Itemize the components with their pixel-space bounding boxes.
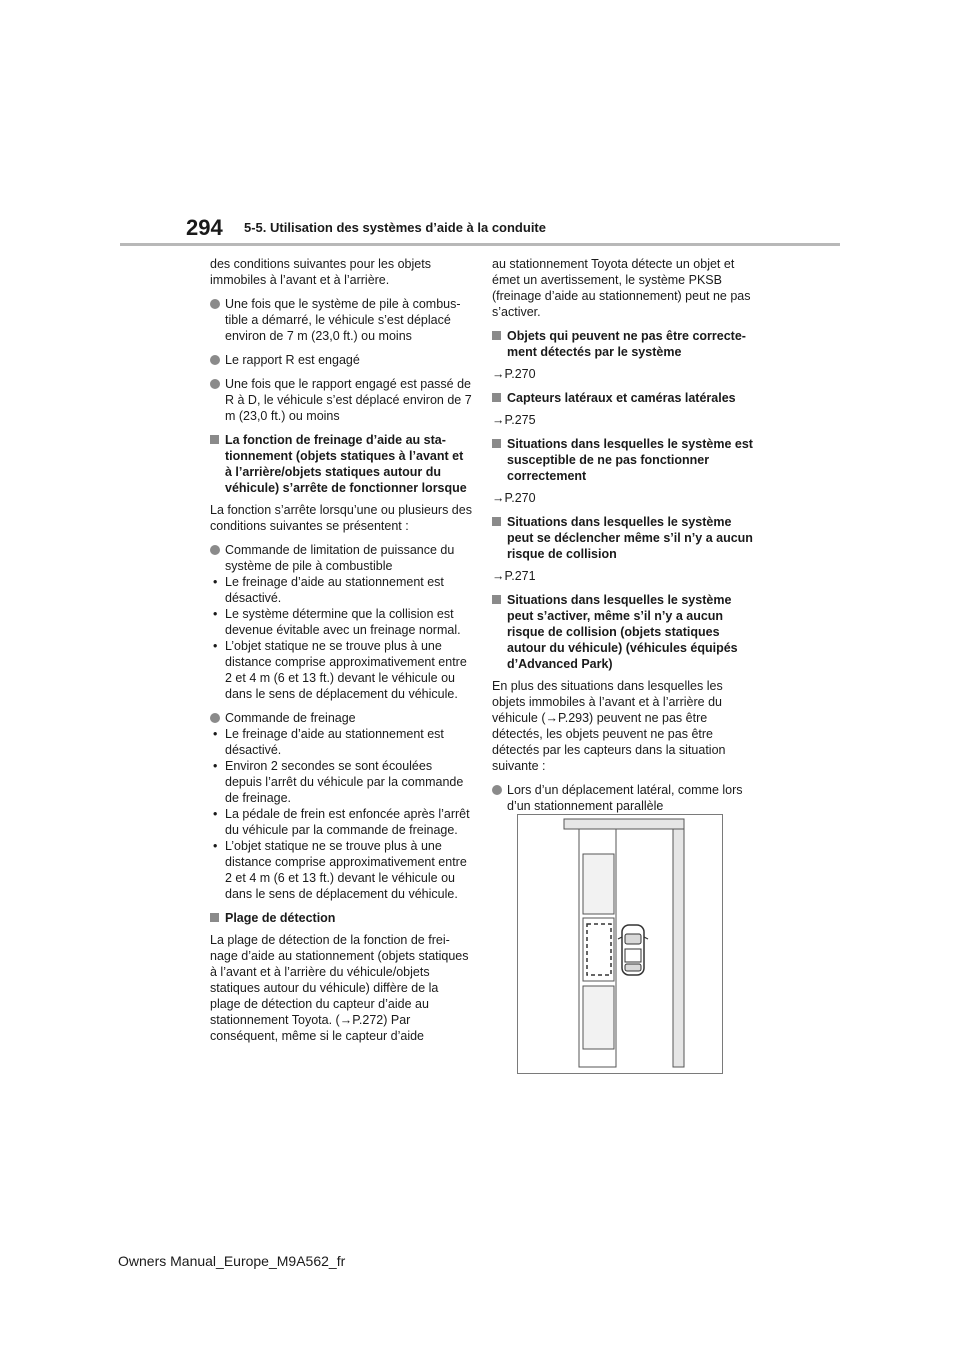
footer-text: Owners Manual_Europe_M9A562_fr — [118, 1253, 346, 1269]
bullet-item: Une fois que le système de pile à combustible a démarré, le véhicule s’est déplacé environ de 7 m (23,0 ft.) ou moins — [210, 296, 472, 344]
paragraph: En plus des situations dans lesquelles les objets immobiles à l’avant et à l’arrière du véhicule (→P.293) peuvent ne pas être détectés, les objets peuvent ne pas être détectés par les capteurs dans la situation suivante : — [492, 679, 726, 773]
bullet-item: Commande de freinage — [210, 710, 472, 726]
paragraph: La plage de détection de la fonction de freinage d’aide au stationnement (objets statiques à l’avant et à l’arrière du véhicule/objets statiques autour du véhicule) diffère de la plage de détection du capteur d’aide au stationnement Toyota. (→P.272) Par conséquent, même si le capteur d’aide — [210, 933, 469, 1043]
parking-diagram — [518, 815, 722, 1073]
page-reference: →P.270 — [492, 491, 536, 505]
parked-slot — [583, 854, 614, 914]
section-title: 5-5. Utilisation des systèmes d’aide à la conduite — [244, 220, 546, 235]
sub-item: • Le freinage d’aide au stationnement est désactivé. — [210, 726, 472, 758]
section-heading: Objets qui peuvent ne pas être correctement détectés par le système — [492, 328, 754, 360]
paragraph: La fonction s’arrête lorsqu’une ou plusieurs des conditions suivantes se présentent : — [210, 503, 472, 533]
section-heading: Situations dans lesquelles le système est susceptible de ne pas fonctionner correctement — [492, 436, 754, 484]
section-heading: Situations dans lesquelles le système peut se déclencher même s’il n’y a aucun risque de collision — [492, 514, 754, 562]
wall-right — [673, 829, 684, 1067]
parked-slot — [583, 986, 614, 1049]
page-reference: →P.275 — [492, 413, 536, 427]
page-number: 294 — [186, 215, 223, 240]
sub-item: • Le système détermine que la collision est devenue évitable avec un freinage normal. — [210, 606, 472, 638]
sub-item: • L’objet statique ne se trouve plus à une distance comprise approximativement entre 2 et 4 m (6 et 13 ft.) devant le véhicule ou dans le sens de déplacement du véhicule. — [210, 638, 472, 702]
condition-group — [210, 542, 472, 702]
sub-item: • Environ 2 secondes se sont écoulées depuis l’arrêt du véhicule par la commande de freinage. — [210, 758, 472, 806]
header-rule — [120, 243, 840, 246]
condition-group — [210, 710, 472, 902]
wall-top — [564, 819, 684, 829]
section-heading: Plage de détection — [210, 910, 472, 926]
sub-item: • La pédale de frein est enfoncée après l’arrêt du véhicule par la commande de freinage. — [210, 806, 472, 838]
left-column — [210, 256, 472, 1052]
bullet-item: Le rapport R est engagé — [210, 352, 472, 368]
bullet-item: Lors d’un déplacement latéral, comme lors d’un stationnement parallèle — [492, 782, 754, 814]
parallel-parking-illustration — [517, 814, 723, 1074]
right-intro: au stationnement Toyota détecte un objet et émet un avertissement, le système PKSB (freinage d’aide au stationnement) peut ne pas s’activer. — [492, 257, 751, 319]
bullet-item: Commande de limitation de puissance du système de pile à combustible — [210, 542, 472, 574]
section-heading: La fonction de freinage d’aide au stationnement (objets statiques à l’avant et à l’arrière/objets statiques autour du véhicule) s’arrête de fonctionner lorsque — [210, 432, 472, 496]
parked-slot — [583, 918, 614, 981]
left-intro: des conditions suivantes pour les objets immobiles à l’avant et à l’arrière. — [210, 257, 431, 287]
section-heading: Capteurs latéraux et caméras latérales — [492, 390, 754, 406]
bullet-item: Une fois que le rapport engagé est passé de R à D, le véhicule s’est déplacé environ de 7 m (23,0 ft.) ou moins — [210, 376, 472, 424]
right-column — [492, 256, 754, 822]
car-icon — [618, 925, 648, 975]
section-heading: Situations dans lesquelles le système peut s’activer, même s’il n’y a aucun risque de collision (objets statiques autour du véhicule) (véhicules équipés d’Advanced Park) — [492, 592, 754, 672]
sub-item: • Le freinage d’aide au stationnement est désactivé. — [210, 574, 472, 606]
page-reference: →P.271 — [492, 569, 536, 583]
sub-item: • L’objet statique ne se trouve plus à une distance comprise approximativement entre 2 et 4 m (6 et 13 ft.) devant le véhicule ou dans le sens de déplacement du véhicule. — [210, 838, 472, 902]
page-reference: →P.270 — [492, 367, 536, 381]
